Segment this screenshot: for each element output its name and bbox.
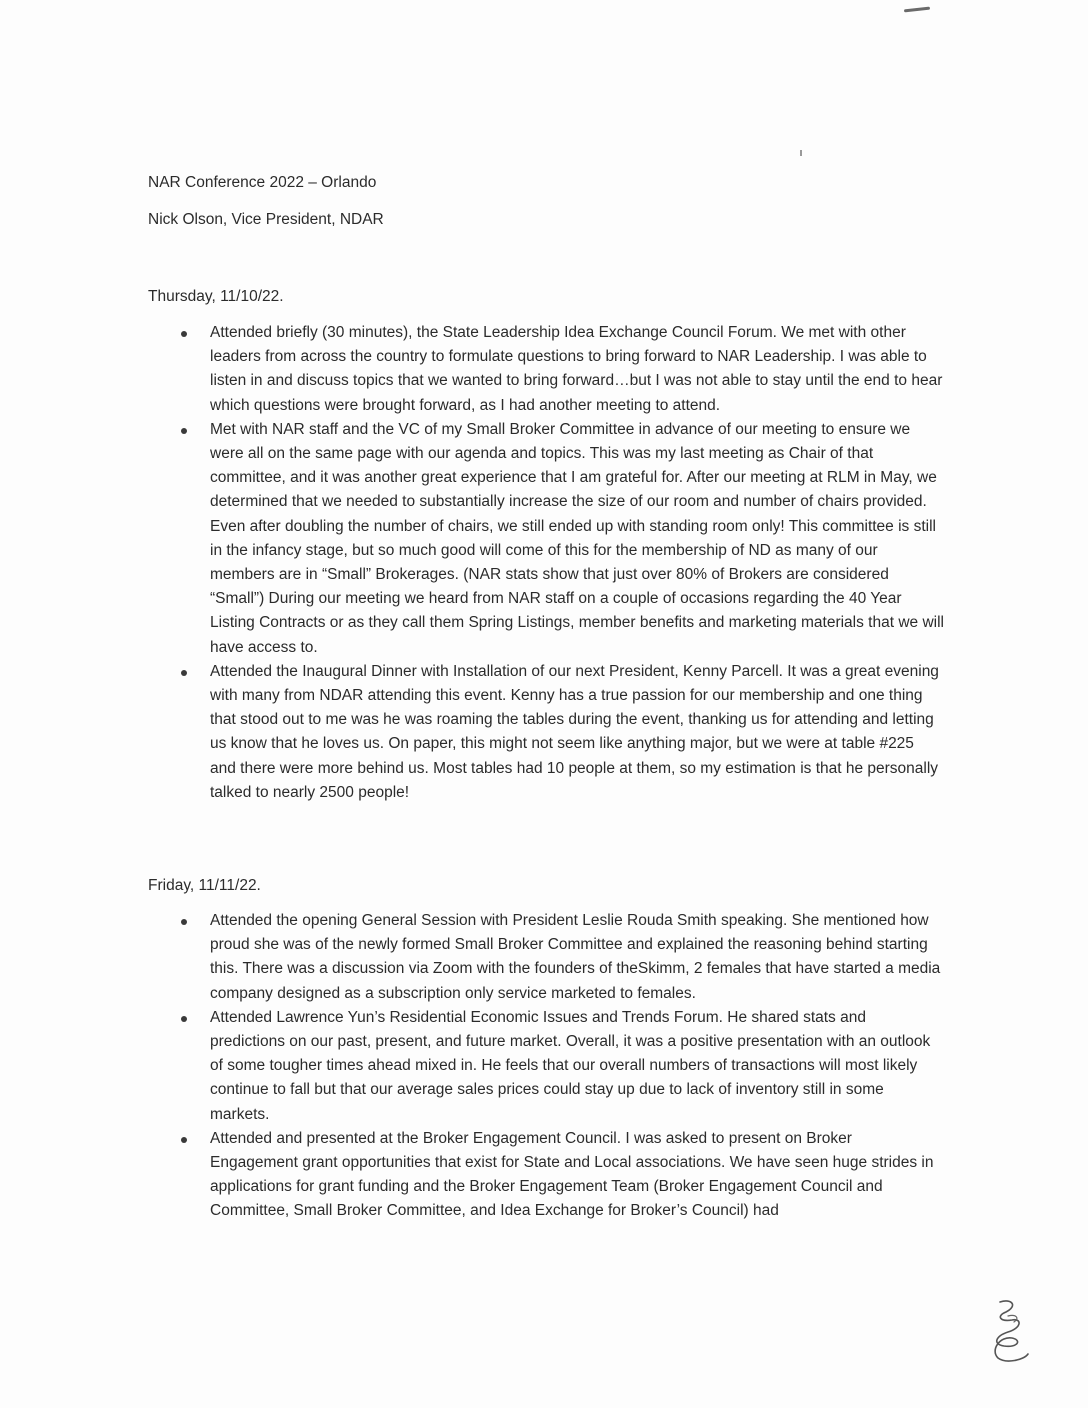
bullet-icon — [181, 670, 187, 676]
section-heading-thursday: Thursday, 11/10/22. — [148, 288, 284, 305]
scan-mark — [904, 7, 930, 13]
list-item-text: Met with NAR staff and the VC of my Small Broker Committee in advance of our meeting to ensure we were all on the same page with our agenda and topics. This was my last meeting as Chair of that committee, and it was another great experience that I am grateful for. After our meeting at RLM in May, we determined that we needed to substantially increase the size of our room and number of chairs provided. Even after doubling the number of chairs, we still ended up with standing room only! This committee is still in the infancy stage, but so much good will come of this for the membership of ND as many of our members are in “Small” Brokerages. (NAR stats show that just over 80% of Brokers are considered “Small”) During our meeting we heard from NAR staff on a couple of occasions regarding the 40 Year Listing Contracts or as they call them Spring Listings, member benefits and marketing materials that we will have access to. — [210, 420, 944, 656]
list-item-text: Attended and presented at the Broker Engagement Council. I was asked to present on Broker Engagement grant opportunities that exist for State and Local associations. We have seen huge strides in applications for grant funding and the Broker Engagement Team (Broker Engagement Council and Committee, Small Broker Committee, and Idea Exchange for Broker’s Council) had — [210, 1129, 934, 1220]
bullet-icon — [181, 919, 187, 925]
document-author: Nick Olson, Vice President, NDAR — [148, 211, 384, 228]
section-heading-friday: Friday, 11/11/22. — [148, 877, 261, 894]
scan-speck — [800, 150, 802, 156]
list-item — [174, 321, 944, 418]
bullet-icon — [181, 428, 187, 434]
list-item-text: Attended Lawrence Yun’s Residential Economic Issues and Trends Forum. He shared stats and predictions on our past, present, and future market. Overall, it was a positive presentation with an outlook of some tougher times ahead mixed in. He feels that our overall numbers of transactions will most likely continue to fall but that our average sales prices could stay up due to lack of inventory still in some markets. — [210, 1008, 931, 1123]
bullet-icon — [181, 331, 187, 337]
list-item-text: Attended briefly (30 minutes), the State Leadership Idea Exchange Council Forum. We met with other leaders from across the country to formulate questions to bring forward to NAR Leadership. I was able to listen in and discuss topics that we wanted to bring forward…but I was not able to stay until the end to hear which questions were brought forward, as I had another meeting to attend. — [210, 324, 943, 414]
friday-bullet-list — [174, 909, 944, 1224]
list-item-text: Attended the opening General Session with President Leslie Rouda Smith speaking. She mentioned how proud she was of the newly formed Small Broker Committee and explained the reasoning behind starting this. There was a discussion via Zoom with the founders of theSkimm, 2 females that have started a media company designed as a subscription only service marketed to females. — [210, 912, 941, 1002]
list-item — [174, 1006, 944, 1127]
bullet-icon — [181, 1016, 187, 1022]
list-item — [174, 418, 944, 660]
handwritten-initials-icon — [978, 1296, 1038, 1366]
list-item — [174, 660, 944, 805]
list-item — [174, 909, 944, 1006]
document-title: NAR Conference 2022 – Orlando — [148, 174, 377, 191]
list-item-text: Attended the Inaugural Dinner with Installation of our next President, Kenny Parcell. It was a great evening with many from NDAR attending this event. Kenny has a true passion for our membership and one thing that stood out to me was he was roaming the tables during the event, thanking us for attending and letting us know that he loves us. On paper, this might not seem like anything major, but we were at table #225 and there were more behind us. Most tables had 10 people at them, so my estimation is that he personally talked to nearly 2500 people! — [210, 662, 939, 801]
list-item — [174, 1127, 944, 1224]
bullet-icon — [181, 1137, 187, 1143]
thursday-bullet-list — [174, 321, 944, 805]
